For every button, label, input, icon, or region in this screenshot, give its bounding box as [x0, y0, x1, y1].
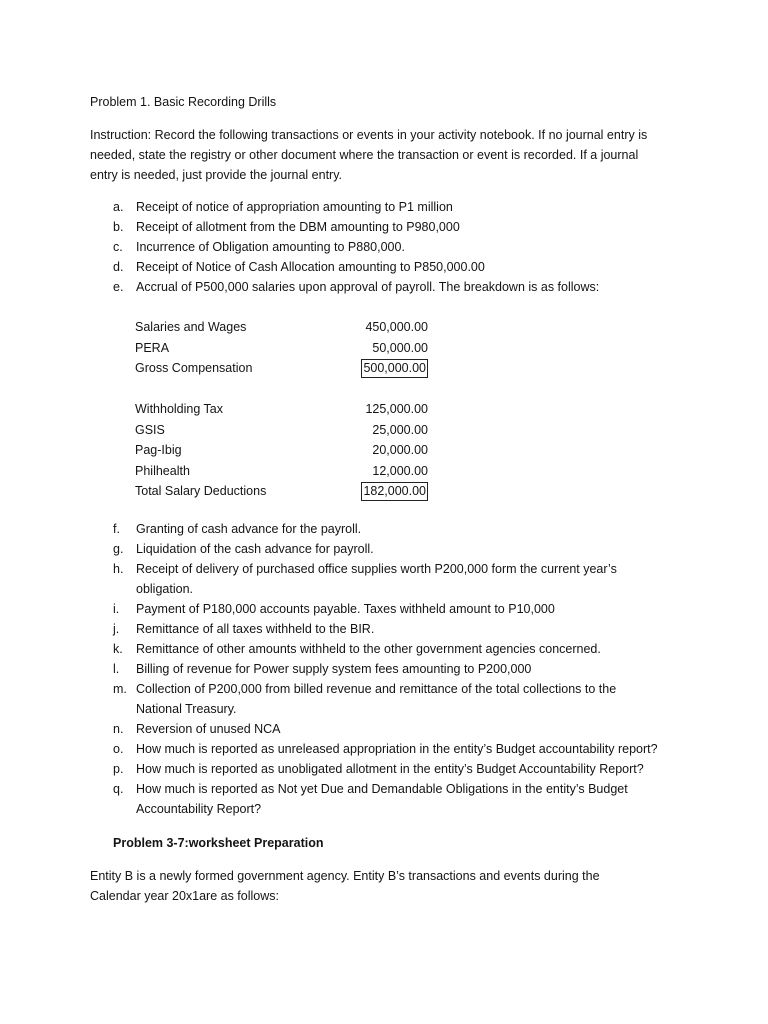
row-amount: 50,000.00: [372, 340, 428, 355]
paragraph-line: Entity B is a newly formed government agency. Entity B’s transactions and events during the: [90, 869, 600, 883]
row-amount: 25,000.00: [372, 422, 428, 437]
item-text: Receipt of notice of appropriation amounting to P1 million: [136, 200, 453, 214]
compensation-table: [135, 317, 428, 379]
item-label: d.: [113, 260, 124, 274]
row-name: Total Salary Deductions: [135, 484, 267, 498]
row-amount: 12,000.00: [372, 463, 428, 478]
instruction-line: entry is needed, just provide the journal entry.: [90, 168, 342, 182]
item-text: Receipt of Notice of Cash Allocation amounting to P850,000.00: [136, 260, 485, 274]
item-label: n.: [113, 722, 124, 736]
row-name: GSIS: [135, 422, 165, 437]
item-label: g.: [113, 542, 124, 556]
item-text: Receipt of allotment from the DBM amounting to P980,000: [136, 220, 460, 234]
instruction-line: Instruction: Record the following transactions or events in your activity notebook. If no journal entry is: [90, 128, 648, 142]
table-row-total: [135, 481, 428, 502]
item-text: Collection of P200,000 from billed revenue and remittance of the total collections to the National Treasury.: [136, 682, 617, 716]
item-label: i.: [113, 602, 120, 616]
item-text: Billing of revenue for Power supply system fees amounting to P200,000: [136, 662, 532, 676]
item-label: m.: [113, 682, 127, 696]
row-name: Salaries and Wages: [135, 320, 247, 334]
item-text: How much is reported as unreleased appropriation in the entity’s Budget accountability report?: [136, 742, 658, 756]
item-text: How much is reported as unobligated allotment in the entity’s Budget Accountability Report?: [136, 762, 644, 776]
item-text: Reversion of unused NCA: [136, 722, 281, 736]
instruction-line: needed, state the registry or other document where the transaction or event is recorded. If a journal: [90, 148, 639, 162]
item-label: f.: [113, 522, 120, 536]
problem-3-7-title: Problem 3-7:worksheet Preparation: [113, 836, 324, 850]
item-label: l.: [113, 662, 120, 676]
row-name: Pag-Ibig: [135, 443, 182, 457]
table-row: [135, 420, 428, 441]
item-text: Liquidation of the cash advance for payroll.: [136, 542, 374, 556]
row-name: Gross Compensation: [135, 361, 253, 375]
item-label: c.: [113, 240, 123, 254]
table-row-total: [135, 358, 428, 379]
item-label: a.: [113, 200, 124, 214]
deductions-table: [135, 399, 428, 502]
table-row: [135, 440, 428, 461]
item-text: How much is reported as Not yet Due and Demandable Obligations in the entity’s Budget Accountability Report?: [136, 782, 628, 816]
item-label: h.: [113, 562, 124, 576]
gross-compensation-total: 500,000.00: [361, 359, 428, 378]
item-text: Accrual of P500,000 salaries upon approval of payroll. The breakdown is as follows:: [136, 280, 600, 294]
row-name: Withholding Tax: [135, 402, 224, 416]
table-row: [135, 338, 428, 359]
table-row: [135, 399, 428, 420]
item-label: e.: [113, 280, 124, 294]
item-label: k.: [113, 642, 123, 656]
table-row: [135, 461, 428, 482]
instruction-paragraph: [90, 125, 647, 185]
row-amount: 450,000.00: [365, 320, 428, 334]
item-text: Incurrence of Obligation amounting to P880,000.: [136, 240, 405, 254]
row-name: Philhealth: [135, 463, 190, 478]
item-text: Payment of P180,000 accounts payable. Taxes withheld amount to P10,000: [136, 602, 555, 616]
paragraph-line: Calendar year 20x1are as follows:: [90, 889, 279, 903]
item-label: q.: [113, 782, 124, 796]
entity-b-paragraph: [90, 866, 600, 906]
item-text: Remittance of other amounts withheld to the other government agencies concerned.: [136, 642, 601, 656]
item-text: Remittance of all taxes withheld to the BIR.: [136, 622, 375, 636]
item-label: b.: [113, 220, 124, 234]
row-name: PERA: [135, 340, 170, 355]
row-amount: 20,000.00: [372, 443, 428, 457]
table-row: [135, 317, 428, 338]
item-label: p.: [113, 762, 124, 776]
item-text: Granting of cash advance for the payroll.: [136, 522, 362, 536]
item-label: o.: [113, 742, 124, 756]
item-text: Receipt of delivery of purchased office supplies worth P200,000 form the current year’s obligation.: [136, 562, 617, 596]
total-deductions-total: 182,000.00: [361, 482, 428, 501]
row-amount: 125,000.00: [365, 402, 428, 416]
problem-1-title: Problem 1. Basic Recording Drills: [90, 95, 277, 109]
item-label: j.: [113, 622, 120, 636]
